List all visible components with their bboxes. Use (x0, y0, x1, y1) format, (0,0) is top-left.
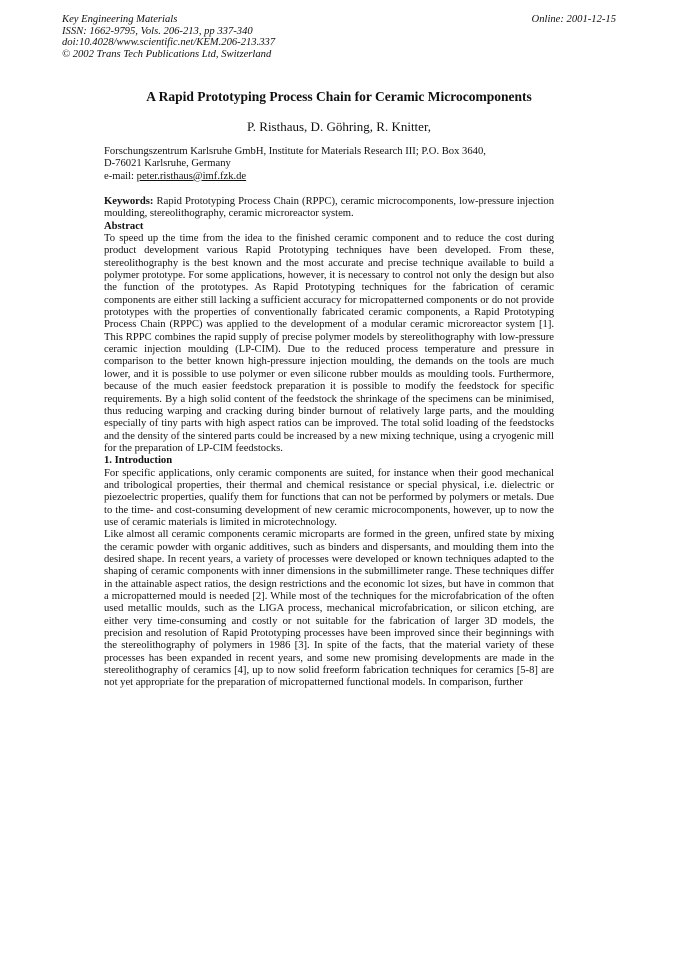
email-link[interactable]: peter.risthaus@imf.fzk.de (136, 170, 247, 182)
keywords (104, 196, 554, 221)
keywords-label: Keywords: (104, 196, 154, 207)
introduction-paragraph-2: Like almost all ceramic components ceramic microparts are formed in the green, unfired state by mixing the ceramic powder with organic additives, such as binders and dispersants, and moulding them into the desired shape. In recent years, a variety of processes were developed or known techniques adapted to the shaping of ceramic components with inner dimensions in the submillimeter range. These techniques differ in the attainable aspect ratios, the design restrictions and the economic lot sizes, but have in common that a micropatterned mould is needed [2]. While most of the techniques for the microfabrication of the often used metallic moulds, such as the LIGA process, mechanical microfabrication, or silicon etching, are either very time-consuming and costly or not suitable for the fabrication of larger 3D models, the precision and resolution of Rapid Prototyping processes have been improved since their beginnings with the stereolithography of polymers in 1986 [3]. In spite of the facts, that the material variety of these processes has been expanded in recent years, and some new promising developments are made in the stereolithography of ceramics [4], up to now solid freeform fabrication techniques for ceramics [5-8] are not yet appropriate for the preparation of micropatterned functional models. In comparison, further (104, 529, 554, 689)
journal-name: Key Engineering Materials (62, 14, 178, 25)
email-line (104, 171, 486, 183)
copyright-line: © 2002 Trans Tech Publications Ltd, Switzerland (62, 48, 272, 60)
introduction-heading: 1. Introduction (104, 455, 173, 467)
email-label: e-mail: (104, 170, 137, 182)
paper-body (104, 196, 554, 690)
journal-header (62, 14, 616, 60)
issn-line: ISSN: 1662-9795, Vols. 206-213, pp 337-340 (62, 25, 253, 37)
online-date: Online: 2001-12-15 (531, 14, 616, 25)
abstract-heading: Abstract (104, 220, 144, 232)
doi-line: doi:10.4028/www.scientific.net/KEM.206-213.337 (62, 37, 276, 48)
affiliation-block (104, 146, 486, 183)
keywords-text: Rapid Prototyping Process Chain (RPPC), ceramic microcomponents, low-pressure injection moulding, stereolithography, ceramic microreactor system. (104, 196, 554, 220)
affiliation-line-1: Forschungszentrum Karlsruhe GmbH, Institute for Materials Research III; P.O. Box 3640, (104, 146, 486, 157)
introduction-paragraph-1: For specific applications, only ceramic components are suited, for instance when their good mechanical and tribological properties, their thermal and chemical resistance or special physical, i.e. dielectric or piezoelectric properties, qualify them for functions that can not be performed by polymers or metals. Due to the time- and cost-consuming development of new ceramic microcomponents, however, up to now the use of ceramic materials is limited in microtechnology. (104, 467, 554, 528)
author-list: P. Risthaus, D. Göhring, R. Knitter, (246, 119, 431, 134)
paper-title: A Rapid Prototyping Process Chain for Ceramic Microcomponents (146, 89, 532, 104)
abstract-text: To speed up the time from the idea to the finished ceramic component and to reduce the cost during product development various Rapid Prototyping techniques have been developed. From these, stereolithography is the best known and the most accurate and precise technique available to build a polymer prototype. For some applications, however, it is necessary to control not only the design but also the function of the prototypes. As Rapid Prototyping techniques for the fabrication of ceramic components are either still lacking a sufficient accuracy for micropatterned components or do not provide prototypes with the properties of conventionally fabricated ceramic components, a Rapid Prototyping Process Chain (RPPC) was applied to the development of a modular ceramic microreactor system [1]. This RPPC combines the rapid supply of precise polymer models by stereolithography with low-pressure ceramic injection moulding (LP-CIM). Due to the reduced process temperature and pressure in comparison to the better known high-pressure injection moulding, the demands on the tools are much lower, and it is possible to use polymer or even silicone rubber moulds as moulding tools. Furthermore, because of the much easier feedstock preparation it is possible to modify the feedstock for specific requirements. By a high solid content of the feedstock the shrinkage of the specimens can be minimised, thus reducing warping and cracking during binder burnout of relatively large parts, and the moulding especially of tiny parts with high aspect ratios can be improved. The total solid loading of the feedstocks and the density of the sintered parts could be increased by a new mixing technique, using a cryogenic mill for the preparation of LP-CIM feedstocks. (104, 233, 554, 454)
affiliation-line-2: D-76021 Karlsruhe, Germany (104, 158, 231, 170)
